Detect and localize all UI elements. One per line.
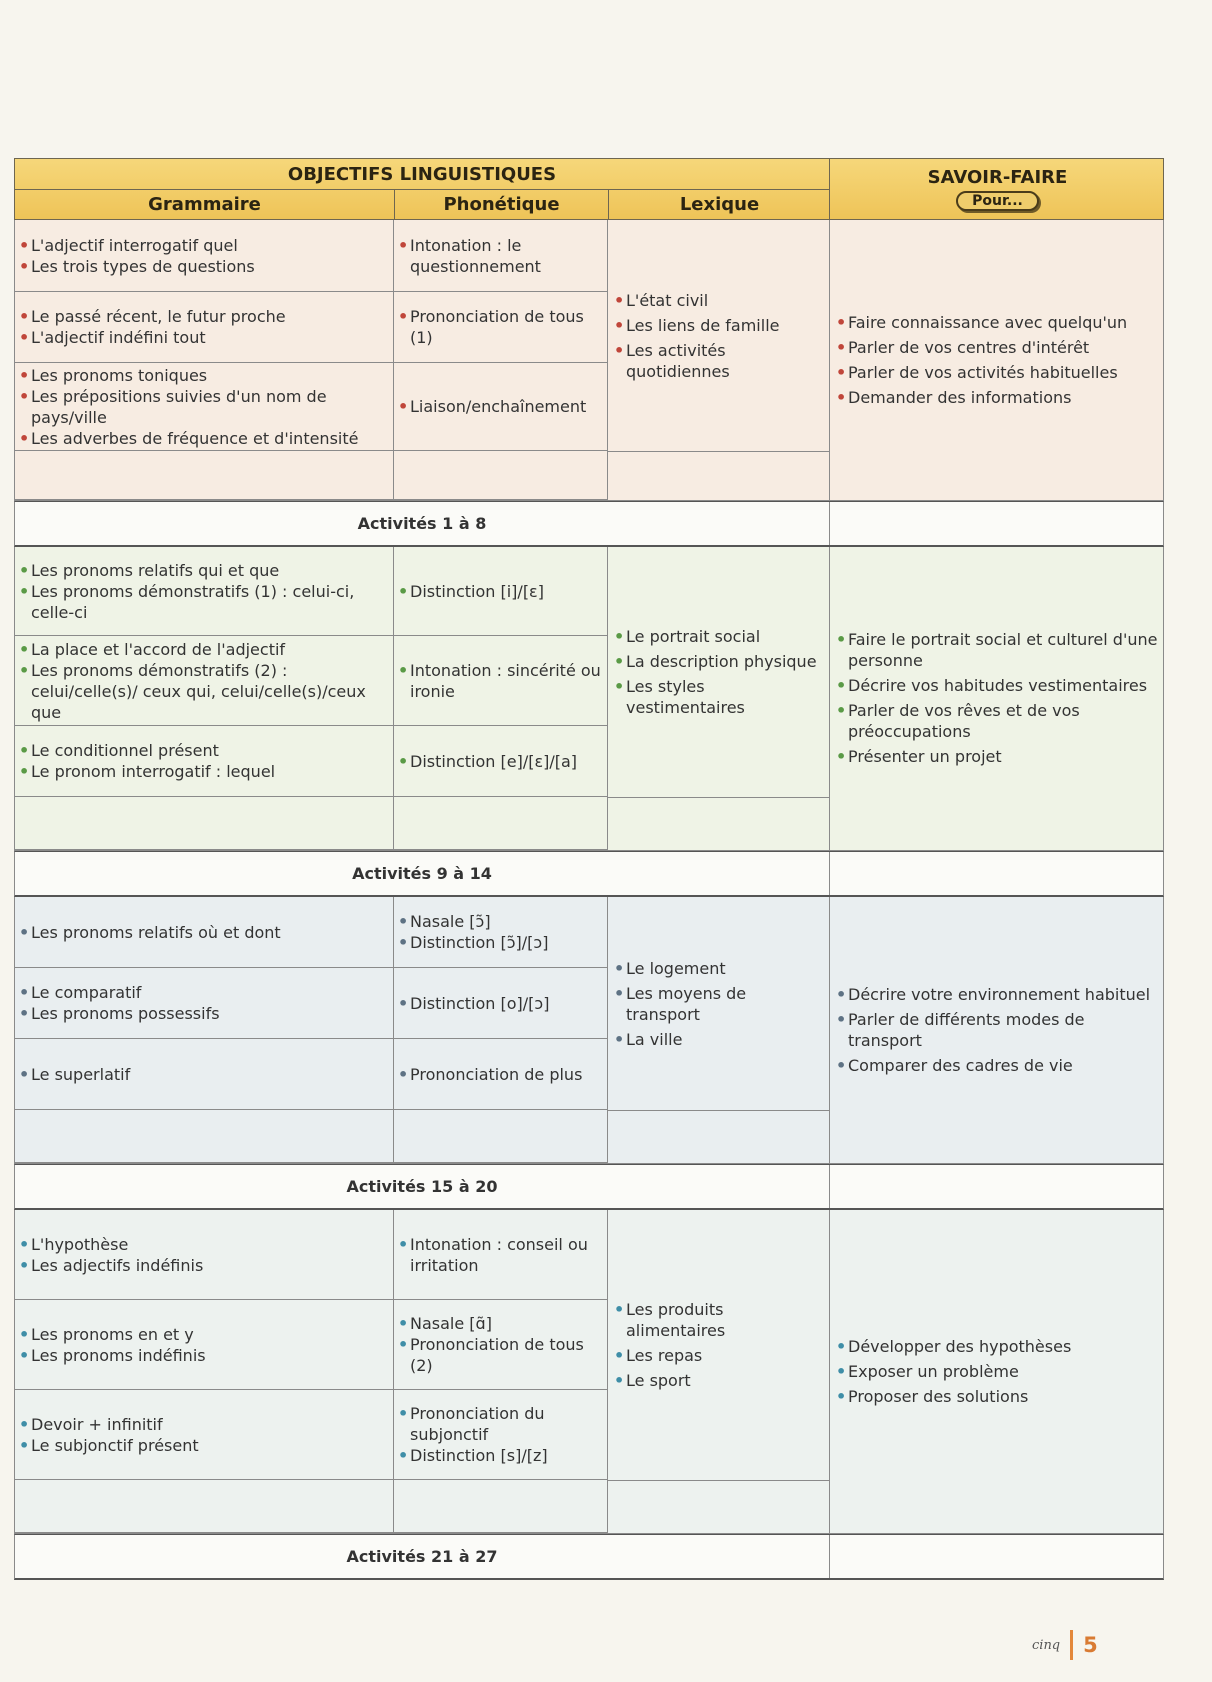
list-item [398,396,601,417]
item-text: Les pronoms démonstratifs (1) : celui-ci, celle-ci [31,581,355,622]
item-text: Le subjonctif présent [31,1435,199,1455]
bullet-icon: • [398,1404,409,1423]
grammaire-cell [15,897,393,968]
item-text: Parler de différents modes de transport [848,1009,1085,1050]
bullet-icon: • [19,922,30,942]
phonetique-cell [394,292,607,363]
bullet-icon: • [614,677,625,696]
bullet-icon: • [19,307,30,326]
item-text: Les pronoms toniques [31,365,208,385]
savoir-faire-cell [830,547,1165,849]
list-item [836,746,1159,767]
item-text: Les pronoms relatifs qui et que [31,560,280,580]
bullet-icon: • [614,983,625,1003]
bullet-icon: • [19,1064,30,1084]
list-item [19,386,387,428]
bullet-icon: • [398,751,409,771]
bullet-icon: • [19,1255,30,1275]
phonetique-cell [394,1390,607,1480]
bullet-icon: • [19,235,30,255]
bullet-icon: • [19,1324,30,1344]
empty-cell [15,1480,393,1533]
bullet-icon: • [836,387,847,407]
item-text: Comparer des cadres de vie [848,1055,1073,1075]
item-text: Développer des hypothèses [848,1336,1072,1356]
grammaire-cell [15,968,393,1039]
item-text: Les liens de famille [626,315,780,335]
phonetique-column [394,1210,608,1533]
list-item [19,428,387,449]
list-item [836,1009,1159,1051]
activites-label: Activités 15 à 20 [15,1165,830,1208]
bullet-icon: • [398,660,409,680]
bullet-icon: • [398,1234,409,1254]
item-text: Intonation : conseil ou irritation [410,1234,588,1275]
bullet-icon: • [614,340,625,360]
phonetique-cell [394,1210,607,1300]
item-text: Devoir + infinitif [31,1414,163,1434]
list-item [19,639,387,660]
item-text: Distinction [i]/[ɛ] [410,581,544,601]
empty-cell [394,1480,607,1533]
item-text: Le passé récent, le futur proche [31,307,286,326]
item-text: Les prépositions suivies d'un nom de pays/ville [31,386,327,427]
list-item [398,581,601,602]
unit-section [14,1210,1164,1534]
objectifs-header [15,159,830,219]
activites-empty [830,852,1165,895]
list-item [19,327,387,348]
grammaire-cell [15,1210,393,1300]
list-item [19,1414,387,1435]
grammaire-cell [15,636,393,726]
grammaire-cell [15,220,393,292]
list-item [614,290,825,311]
item-text: Parler de vos rêves et de vos préoccupations [848,701,1080,741]
empty-cell [394,1110,607,1163]
activites-row [14,851,1164,897]
bullet-icon: • [19,328,30,347]
item-text: Les pronoms relatifs où et dont [31,922,281,942]
item-text: Distinction [o]/[ɔ] [410,993,550,1013]
page-footer [1032,1630,1098,1660]
grammaire-cell [15,547,393,636]
bullet-icon: • [614,958,625,978]
bullet-icon: • [614,1346,625,1365]
list-item [398,660,601,702]
item-text: Les styles vestimentaires [626,677,745,717]
item-text: Exposer un problème [848,1361,1019,1381]
bullet-icon: • [398,933,409,952]
grammaire-cell [15,363,393,451]
phonetique-column [394,547,608,850]
list-item [398,1403,601,1445]
empty-cell [394,451,607,500]
list-item [836,629,1159,671]
item-text: L'état civil [626,290,709,310]
item-text: Les repas [626,1346,703,1365]
bullet-icon: • [836,1336,847,1356]
empty-cell [15,451,393,500]
bullet-icon: • [836,701,847,720]
item-text: L'adjectif indéfini tout [31,328,206,347]
list-item [836,387,1159,408]
lexique-header: Lexique [608,190,830,219]
item-text: Distinction [e]/[ɛ]/[a] [410,751,578,771]
empty-cell [608,1481,829,1533]
item-text: L'hypothèse [31,1234,129,1254]
pour-badge: Pour... [956,191,1039,211]
list-item [614,1370,825,1391]
bullet-icon: • [398,1314,409,1333]
savoir-faire-header [830,159,1165,219]
grammaire-column [15,220,394,500]
bullet-icon: • [398,1335,409,1354]
list-item [398,1313,601,1334]
bullet-icon: • [19,741,30,760]
footer-divider [1070,1630,1073,1660]
phonetique-cell [394,968,607,1039]
item-text: Le logement [626,958,726,978]
lexique-column [608,1210,830,1533]
item-text: Les trois types de questions [31,256,255,276]
phonetique-cell [394,726,607,797]
empty-cell [608,452,829,500]
grammaire-cell [15,1300,393,1390]
bullet-icon: • [836,1361,847,1381]
bullet-icon: • [614,1300,625,1319]
list-item [19,1435,387,1456]
page-number: 5 [1083,1633,1098,1657]
list-item [614,983,825,1025]
bullet-icon: • [398,397,409,416]
bullet-icon: • [614,290,625,310]
list-item [836,1336,1159,1357]
empty-cell [394,797,607,850]
list-item [19,235,387,256]
list-item [836,675,1159,696]
savoir-faire-title: SAVOIR-FAIRE [927,167,1068,188]
bullet-icon: • [836,362,847,382]
list-item [614,1345,825,1366]
list-item [836,1386,1159,1407]
phonetique-cell [394,636,607,726]
list-item [19,1234,387,1255]
phonetique-cell [394,363,607,451]
item-text: Les moyens de transport [626,983,747,1024]
item-text: Faire le portrait social et culturel d'une personne [848,630,1158,670]
item-text: Demander des informations [848,387,1072,407]
list-item [398,235,601,277]
column-headers [15,189,829,219]
phonetique-cell [394,547,607,636]
phonetique-cell [394,1039,607,1110]
item-text: Les pronoms en et y [31,1324,194,1344]
item-text: Les adverbes de fréquence et d'intensité [31,428,359,448]
item-text: Le sport [626,1371,691,1390]
bullet-icon: • [836,630,847,649]
savoir-faire-cell [830,1210,1165,1532]
list-item [614,651,825,672]
item-text: Distinction [s]/[z] [410,1446,548,1465]
bullet-icon: • [19,386,30,406]
activites-empty [830,502,1165,545]
bullet-icon: • [19,365,30,385]
item-text: L'adjectif interrogatif quel [31,235,238,255]
item-text: Nasale [ɑ̃] [410,1314,492,1333]
list-item [19,1324,387,1345]
list-item [19,581,387,623]
list-item [398,932,601,953]
list-item [836,337,1159,358]
list-item [836,362,1159,383]
item-text: Décrire vos habitudes vestimentaires [848,676,1148,695]
list-item [19,1345,387,1366]
grammaire-column [15,1210,394,1533]
objectifs-title: OBJECTIFS LINGUISTIQUES [287,163,557,185]
lexique-column [608,897,830,1163]
list-item [614,1029,825,1050]
bullet-icon: • [836,312,847,332]
bullet-icon: • [836,1009,847,1029]
bullet-icon: • [19,1345,30,1365]
grammaire-cell [15,726,393,797]
item-text: Les activités quotidiennes [626,340,730,381]
sections [14,220,1164,1580]
list-item [398,751,601,772]
lexique-cell [608,220,829,452]
phonetique-column [394,897,608,1163]
bullet-icon: • [19,762,30,781]
syllabus-table [14,158,1164,1580]
bullet-icon: • [836,747,847,766]
item-text: Les adjectifs indéfinis [31,1255,204,1275]
item-text: Nasale [ɔ̃] [410,912,491,931]
list-item [19,922,387,943]
lexique-column [608,547,830,850]
item-text: Liaison/enchaînement [410,397,587,416]
list-item [614,340,825,382]
phonetique-cell [394,1300,607,1390]
list-item [19,660,387,723]
list-item [398,911,601,932]
phonetique-cell [394,220,607,292]
phonetique-header: Phonétique [394,190,608,219]
bullet-icon: • [836,1055,847,1075]
item-text: Le comparatif [31,983,142,1002]
item-text: Parler de vos centres d'intérêt [848,337,1090,357]
item-text: La place et l'accord de l'adjectif [31,639,286,659]
list-item [398,306,601,348]
list-item [398,1234,601,1276]
list-item [19,982,387,1003]
lexique-cell [608,897,829,1111]
grammaire-column [15,897,394,1163]
item-text: Prononciation de plus [410,1064,583,1084]
item-text: Les pronoms indéfinis [31,1345,206,1365]
list-item [614,958,825,979]
list-item [19,1064,387,1085]
list-item [614,626,825,647]
grammaire-cell [15,1390,393,1480]
bullet-icon: • [398,235,409,255]
list-item [398,1334,601,1376]
bullet-icon: • [614,652,625,671]
lexique-cell [608,1210,829,1481]
bullet-icon: • [19,256,30,276]
phonetique-cell [394,897,607,968]
bullet-icon: • [19,1234,30,1254]
savoir-faire-cell [830,220,1165,499]
list-item [836,1361,1159,1382]
item-text: La description physique [626,652,817,671]
list-item [19,740,387,761]
item-text: Faire connaissance avec quelqu'un [848,312,1128,332]
list-item [614,1299,825,1341]
bullet-icon: • [614,627,625,646]
bullet-icon: • [398,307,409,326]
list-item [19,560,387,581]
list-item [614,676,825,718]
bullet-icon: • [19,1435,30,1455]
list-item [398,1064,601,1085]
list-item [836,984,1159,1005]
item-text: Proposer des solutions [848,1386,1029,1406]
item-text: Le pronom interrogatif : lequel [31,762,276,781]
table-header [14,158,1164,220]
bullet-icon: • [614,1371,625,1390]
grammaire-cell [15,1039,393,1110]
savoir-faire-cell [830,897,1165,1162]
activites-row [14,1534,1164,1580]
list-item [398,993,601,1014]
empty-cell [15,1110,393,1163]
bullet-icon: • [398,1064,409,1084]
bullet-icon: • [19,581,30,601]
unit-section [14,897,1164,1164]
bullet-icon: • [398,993,409,1013]
bullet-icon: • [19,1004,30,1023]
item-text: Décrire votre environnement habituel [848,984,1151,1004]
activites-row [14,1164,1164,1210]
activites-empty [830,1165,1165,1208]
bullet-icon: • [19,428,30,448]
activites-label: Activités 21 à 27 [15,1535,830,1578]
list-item [836,700,1159,742]
unit-section [14,220,1164,501]
item-text: Parler de vos activités habituelles [848,362,1118,382]
item-text: Intonation : sincérité ou ironie [410,660,601,701]
item-text: Le conditionnel présent [31,741,219,760]
list-item [19,1003,387,1024]
bullet-icon: • [836,984,847,1004]
bullet-icon: • [614,1029,625,1049]
item-text: Le portrait social [626,627,761,646]
list-item [836,1055,1159,1076]
bullet-icon: • [19,983,30,1002]
bullet-icon: • [836,1386,847,1406]
item-text: Prononciation de tous (1) [410,307,584,347]
bullet-icon: • [19,639,30,659]
bullet-icon: • [836,337,847,357]
list-item [19,365,387,386]
item-text: Les pronoms démonstratifs (2) : celui/celle(s)/ ceux qui, celui/celle(s)/ceux que [31,660,366,722]
bullet-icon: • [398,581,409,601]
item-text: Le superlatif [31,1064,131,1084]
lexique-cell [608,547,829,798]
bullet-icon: • [836,676,847,695]
list-item [19,1255,387,1276]
item-text: Distinction [ɔ̃]/[ɔ] [410,933,549,952]
grammaire-cell [15,292,393,363]
item-text: Les pronoms possessifs [31,1004,220,1023]
list-item [19,761,387,782]
empty-cell [608,1111,829,1163]
item-text: Prononciation du subjonctif [410,1404,545,1444]
item-text: Prononciation de tous (2) [410,1335,584,1375]
activites-row [14,501,1164,547]
empty-cell [608,798,829,850]
item-text: Présenter un projet [848,747,1002,766]
list-item [836,312,1159,333]
unit-section [14,547,1164,851]
page-word: cinq [1032,1637,1061,1653]
bullet-icon: • [398,1446,409,1465]
list-item [19,256,387,277]
item-text: Les produits alimentaires [626,1300,726,1340]
lexique-column [608,220,830,500]
activites-label: Activités 1 à 8 [15,502,830,545]
list-item [19,306,387,327]
empty-cell [15,797,393,850]
list-item [614,315,825,336]
activites-label: Activités 9 à 14 [15,852,830,895]
grammaire-column [15,547,394,850]
item-text: Intonation : le questionnement [410,235,541,276]
list-item [398,1445,601,1466]
grammaire-header: Grammaire [148,194,261,215]
bullet-icon: • [19,560,30,580]
activites-empty [830,1535,1165,1578]
bullet-icon: • [398,912,409,931]
item-text: La ville [626,1029,683,1049]
bullet-icon: • [614,315,625,335]
bullet-icon: • [19,1414,30,1434]
phonetique-column [394,220,608,500]
bullet-icon: • [19,660,30,680]
